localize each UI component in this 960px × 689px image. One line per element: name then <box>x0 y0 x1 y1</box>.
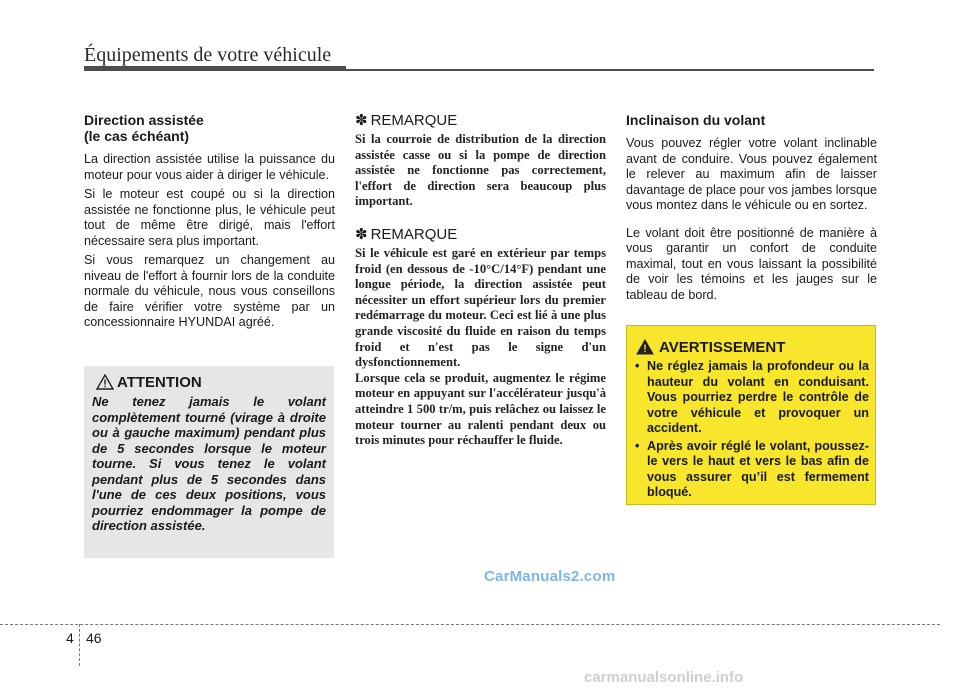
power-steering-section <box>84 112 335 335</box>
footer-divider <box>79 624 80 666</box>
remark-title: REMARQUE <box>370 112 458 129</box>
tilt-steering-section <box>626 112 877 307</box>
tilt-steering-paragraph: Vous pouvez régler votre volant inclinable avant de conduire. Vous pouvez également le relever au maximum afin de laisser davantage de place pour vos jambes lorsque vous montez dans le véhicule ou en sortez. <box>626 136 877 212</box>
warning-item <box>633 359 869 437</box>
star-icon: ✽ <box>355 225 368 243</box>
warning-triangle-icon <box>636 339 654 355</box>
tilt-steering-heading: Inclinaison du volant <box>626 112 766 128</box>
power-steering-heading <box>84 112 335 144</box>
power-steering-paragraph: Si le moteur est coupé ou si la direction assistée ne fonctionne plus, le véhicule peut tout de même être dirigé, mais l'effort nécessaire sera plus important. <box>84 187 335 248</box>
watermark-link[interactable]: CarManuals2.com <box>484 568 616 585</box>
warning-title: AVERTISSEMENT <box>659 339 786 356</box>
warning-triangle-icon <box>96 374 114 390</box>
caution-title: ATTENTION <box>117 374 202 391</box>
bullet: • <box>635 359 640 373</box>
warning-item <box>633 439 869 501</box>
chapter-number: 4 <box>66 630 74 646</box>
warning-item-text: Après avoir réglé le volant, poussez-le vers le haut et vers le bas afin de vous assurer qu’il est fermement bloqué. <box>647 438 869 499</box>
caution-text: Ne tenez jamais le volant complètement tourné (virage à droite ou à gauche maximum) pendant plus de 5 secondes lorsque le moteur tourne. Si vous tenez le volant pendant plus de 5 secondes dans l'une de ces deux positions, vous pourriez endommager la pompe de direction assistée. <box>92 394 326 533</box>
warning-box <box>626 325 876 505</box>
page-header-title: Équipements de votre véhicule <box>84 44 332 66</box>
remark-text: Si le véhicule est garé en extérieur par temps froid (en dessous de -10°C/14°F) pendant une longue période, la direction assistée peut nécessiter un effort supérieur lors du premier redémarrage du moteur. Ceci est lié à une plus grande viscosité du fluide en raison du temps froid et n'est pas le signe d'un dysfonctionnement. Lorsque cela se produit, augmentez le régime moteur en appuyant sur l'accélérateur jusqu'à atteindre 1 500 tr/m, puis relâchez ou laissez le moteur tourner au ralenti pendant deux ou trois minutes pour réchauffer le fluide. <box>355 245 606 448</box>
power-steering-paragraph: La direction assistée utilise la puissance du moteur pour vous aider à diriger le véhicule. <box>84 152 335 182</box>
warning-list <box>633 359 869 503</box>
star-icon: ✽ <box>355 112 368 129</box>
power-steering-heading-line1: Direction assistée <box>84 112 204 128</box>
header-rule <box>84 66 346 71</box>
warning-item-text: Ne réglez jamais la profondeur ou la hauteur du volant en conduisant. Vous pourriez perdre le contrôle de votre véhicule et provoquer un accident. <box>647 359 869 435</box>
caution-box <box>84 366 334 558</box>
remark-title: REMARQUE <box>370 225 458 243</box>
power-steering-heading-line2: (le cas échéant) <box>84 128 190 144</box>
page-number: 46 <box>86 630 102 646</box>
remark-heading <box>355 112 606 130</box>
bullet: • <box>635 438 640 453</box>
footer-rule <box>0 624 940 625</box>
remark-heading <box>355 226 606 244</box>
header-rule-thin <box>346 69 874 71</box>
site-watermark: carmanualsonline.info <box>584 669 744 686</box>
power-steering-paragraph: Si vous remarquez un changement au niveau de l'effort à fournir lors de la conduite normale du véhicule, nous vous conseillons de faire vérifier votre système par un concessionnaire HYUNDAI agréé. <box>84 253 335 329</box>
tilt-steering-paragraph: Le volant doit être positionné de manière à vous garantir un confort de conduite maximal, tout en vous laissant la possibilité de voir les témoins et les jauges sur le tableau de bord. <box>626 225 877 302</box>
remark-text: Si la courroie de distribution de la direction assistée casse ou si la pompe de direction assistée ne fonctionne pas correctement, l'effort de direction sera beaucoup plus important. <box>355 132 606 209</box>
remarks-section <box>355 112 606 449</box>
